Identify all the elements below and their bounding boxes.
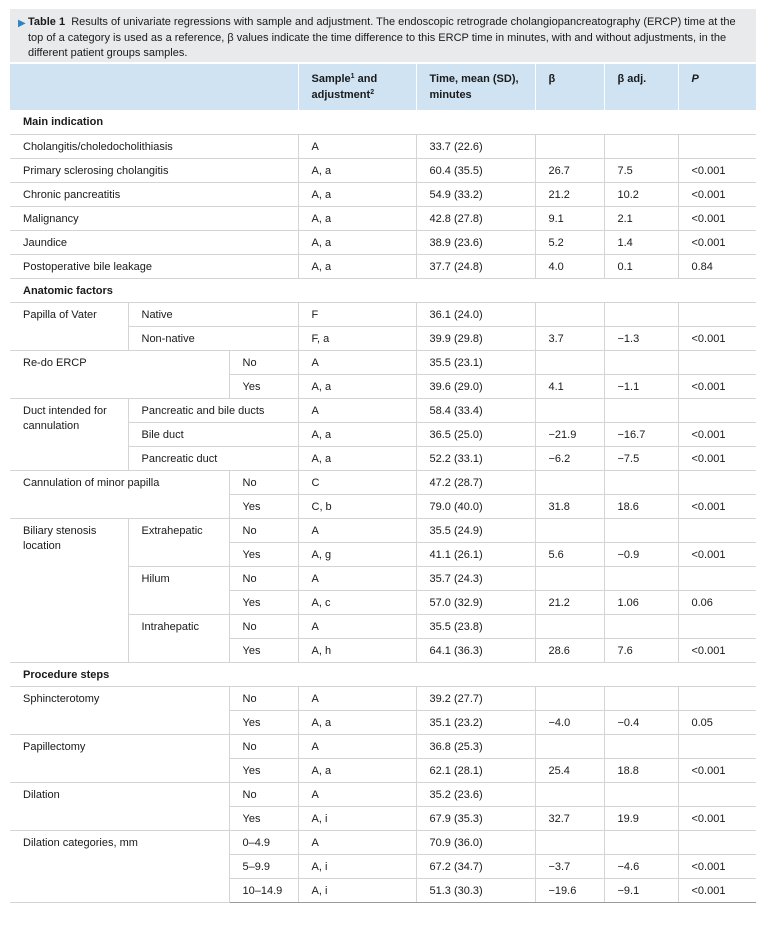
p-cell: <0.001 [678, 422, 756, 446]
table-body [10, 110, 756, 902]
sample-cell: A, a [298, 230, 416, 254]
p-cell: <0.001 [678, 878, 756, 902]
triangle-icon: ▶ [18, 18, 26, 29]
p-cell [678, 518, 756, 542]
p-cell: <0.001 [678, 206, 756, 230]
sample-cell: A, a [298, 182, 416, 206]
table-row [10, 398, 756, 422]
table-row [10, 518, 756, 542]
beta-cell: 25.4 [535, 758, 604, 782]
p-cell [678, 566, 756, 590]
beta-cell: 28.6 [535, 638, 604, 662]
p-cell: <0.001 [678, 542, 756, 566]
beta-cell: 9.1 [535, 206, 604, 230]
beta-cell [535, 614, 604, 638]
section-row [10, 278, 756, 302]
beta-cell: −19.6 [535, 878, 604, 902]
beta-cell: 5.6 [535, 542, 604, 566]
group-label: Duct intended for cannulation [10, 398, 128, 470]
p-cell [678, 350, 756, 374]
beta-cell: 32.7 [535, 806, 604, 830]
table-row [10, 158, 756, 182]
row-label: Chronic pancreatitis [10, 182, 298, 206]
sub-label: Bile duct [128, 422, 298, 446]
sample-cell: A, h [298, 638, 416, 662]
level-label: No [229, 782, 298, 806]
header-sample: Sample$^1$ and adjustment$^2$ [298, 64, 416, 110]
beta-adj-cell: −1.1 [604, 374, 678, 398]
beta-cell: −4.0 [535, 710, 604, 734]
beta-adj-cell [604, 686, 678, 710]
level-label: Yes [229, 710, 298, 734]
header-row [10, 64, 756, 110]
time-cell: 39.6 (29.0) [416, 374, 535, 398]
table-row [10, 206, 756, 230]
header-beta: β [535, 64, 604, 110]
level-label: Yes [229, 542, 298, 566]
sample-cell: A [298, 782, 416, 806]
row-label: Jaundice [10, 230, 298, 254]
table-row [10, 734, 756, 758]
beta-cell [535, 350, 604, 374]
sample-cell: A, a [298, 158, 416, 182]
beta-cell [535, 518, 604, 542]
section-title: Anatomic factors [10, 278, 756, 302]
sample-cell: C, b [298, 494, 416, 518]
time-cell: 42.8 (27.8) [416, 206, 535, 230]
section-title: Main indication [10, 110, 756, 134]
time-cell: 36.8 (25.3) [416, 734, 535, 758]
beta-adj-cell: −16.7 [604, 422, 678, 446]
time-cell: 35.5 (23.1) [416, 350, 535, 374]
beta-adj-cell: 0.1 [604, 254, 678, 278]
beta-adj-cell: 18.6 [604, 494, 678, 518]
p-cell: <0.001 [678, 374, 756, 398]
sample-cell: A, a [298, 374, 416, 398]
table-row [10, 470, 756, 494]
time-cell: 36.1 (24.0) [416, 302, 535, 326]
p-cell: <0.001 [678, 758, 756, 782]
beta-adj-cell [604, 782, 678, 806]
p-cell: <0.001 [678, 806, 756, 830]
beta-adj-cell: 19.9 [604, 806, 678, 830]
sample-cell: A [298, 134, 416, 158]
sample-cell: A [298, 734, 416, 758]
table-row [10, 782, 756, 806]
beta-cell [535, 398, 604, 422]
header-beta-adj: β adj. [604, 64, 678, 110]
beta-cell [535, 566, 604, 590]
beta-adj-cell [604, 566, 678, 590]
level-label: No [229, 686, 298, 710]
p-cell [678, 734, 756, 758]
time-cell: 41.1 (26.1) [416, 542, 535, 566]
group-label: Sphincterotomy [10, 686, 229, 734]
caption-text: Results of univariate regressions with sample and adjustment. The endoscopic retrograde cholangiopancreatography (ERCP) time at the top of a category is used as a reference, β values indicate the time difference to this ERCP time in minutes, with and without adjustments, in the different patient groups samples. [28, 16, 736, 59]
sub-label: Extrahepatic [128, 518, 229, 566]
p-cell [678, 830, 756, 854]
level-label: No [229, 350, 298, 374]
time-cell: 39.2 (27.7) [416, 686, 535, 710]
p-cell: <0.001 [678, 230, 756, 254]
p-cell: <0.001 [678, 326, 756, 350]
time-cell: 51.3 (30.3) [416, 878, 535, 902]
sample-cell: A [298, 350, 416, 374]
beta-adj-cell: 1.06 [604, 590, 678, 614]
beta-cell: 3.7 [535, 326, 604, 350]
beta-cell: 21.2 [535, 590, 604, 614]
section-row [10, 662, 756, 686]
beta-adj-cell: −7.5 [604, 446, 678, 470]
beta-adj-cell: −1.3 [604, 326, 678, 350]
row-label: Cholangitis/choledocholithiasis [10, 134, 298, 158]
sample-cell: F [298, 302, 416, 326]
sample-cell: F, a [298, 326, 416, 350]
beta-adj-cell: 18.8 [604, 758, 678, 782]
beta-adj-cell [604, 614, 678, 638]
sample-cell: A, i [298, 854, 416, 878]
p-cell [678, 134, 756, 158]
beta-cell: 26.7 [535, 158, 604, 182]
table-row [10, 830, 756, 854]
sample-cell: A, a [298, 254, 416, 278]
group-label: Dilation categories, mm [10, 830, 229, 902]
beta-adj-cell: 10.2 [604, 182, 678, 206]
beta-cell [535, 686, 604, 710]
level-label: 5–9.9 [229, 854, 298, 878]
sub-label: Native [128, 302, 298, 326]
time-cell: 38.9 (23.6) [416, 230, 535, 254]
beta-cell [535, 734, 604, 758]
beta-adj-cell: 7.5 [604, 158, 678, 182]
time-cell: 39.9 (29.8) [416, 326, 535, 350]
p-cell: <0.001 [678, 854, 756, 878]
level-label: Yes [229, 494, 298, 518]
level-label: Yes [229, 638, 298, 662]
time-cell: 79.0 (40.0) [416, 494, 535, 518]
sample-cell: A [298, 566, 416, 590]
table-label: Table 1 [28, 16, 66, 28]
table-row [10, 230, 756, 254]
beta-adj-cell: −0.9 [604, 542, 678, 566]
results-table [10, 64, 756, 903]
table-row [10, 686, 756, 710]
beta-adj-cell: −0.4 [604, 710, 678, 734]
beta-adj-cell: 2.1 [604, 206, 678, 230]
time-cell: 52.2 (33.1) [416, 446, 535, 470]
time-cell: 35.7 (24.3) [416, 566, 535, 590]
p-cell [678, 302, 756, 326]
level-label: No [229, 734, 298, 758]
time-cell: 70.9 (36.0) [416, 830, 535, 854]
level-label: Yes [229, 806, 298, 830]
p-cell: <0.001 [678, 158, 756, 182]
header-time: Time, mean (SD), minutes [416, 64, 535, 110]
sample-cell: A [298, 830, 416, 854]
beta-cell: 4.0 [535, 254, 604, 278]
sample-cell: A, a [298, 446, 416, 470]
time-cell: 60.4 (35.5) [416, 158, 535, 182]
section-title: Procedure steps [10, 662, 756, 686]
p-cell: 0.06 [678, 590, 756, 614]
beta-adj-cell [604, 302, 678, 326]
level-label: Yes [229, 758, 298, 782]
level-label: Yes [229, 590, 298, 614]
beta-cell: −21.9 [535, 422, 604, 446]
time-cell: 62.1 (28.1) [416, 758, 535, 782]
row-label: Malignancy [10, 206, 298, 230]
p-cell [678, 614, 756, 638]
beta-adj-cell: 7.6 [604, 638, 678, 662]
beta-cell [535, 830, 604, 854]
group-label: Cannulation of minor papilla [10, 470, 229, 518]
sample-cell: C [298, 470, 416, 494]
sample-cell: A, a [298, 206, 416, 230]
beta-cell [535, 782, 604, 806]
time-cell: 58.4 (33.4) [416, 398, 535, 422]
level-label: Yes [229, 374, 298, 398]
group-label: Papilla of Vater [10, 302, 128, 350]
sample-cell: A, i [298, 806, 416, 830]
p-cell: 0.84 [678, 254, 756, 278]
p-cell [678, 398, 756, 422]
beta-cell [535, 302, 604, 326]
table-row [10, 350, 756, 374]
time-cell: 35.5 (24.9) [416, 518, 535, 542]
level-label: No [229, 614, 298, 638]
header-blank [10, 64, 298, 110]
time-cell: 35.5 (23.8) [416, 614, 535, 638]
time-cell: 33.7 (22.6) [416, 134, 535, 158]
level-label: No [229, 470, 298, 494]
sample-cell: A, a [298, 758, 416, 782]
sample-cell: A, g [298, 542, 416, 566]
level-label: 10–14.9 [229, 878, 298, 902]
table-caption [10, 9, 756, 62]
p-cell: <0.001 [678, 446, 756, 470]
beta-cell: 5.2 [535, 230, 604, 254]
beta-adj-cell [604, 470, 678, 494]
beta-cell: 4.1 [535, 374, 604, 398]
beta-adj-cell [604, 830, 678, 854]
p-cell: <0.001 [678, 638, 756, 662]
time-cell: 35.1 (23.2) [416, 710, 535, 734]
time-cell: 35.2 (23.6) [416, 782, 535, 806]
table-row [10, 182, 756, 206]
group-label: Biliary stenosis location [10, 518, 128, 662]
header-p: P [678, 64, 756, 110]
beta-adj-cell: 1.4 [604, 230, 678, 254]
time-cell: 37.7 (24.8) [416, 254, 535, 278]
group-label: Dilation [10, 782, 229, 830]
beta-adj-cell [604, 398, 678, 422]
time-cell: 64.1 (36.3) [416, 638, 535, 662]
level-label: 0–4.9 [229, 830, 298, 854]
sample-cell: A, a [298, 422, 416, 446]
p-cell [678, 686, 756, 710]
level-label: No [229, 566, 298, 590]
time-cell: 67.2 (34.7) [416, 854, 535, 878]
table-row [10, 254, 756, 278]
beta-adj-cell [604, 350, 678, 374]
row-label: Primary sclerosing cholangitis [10, 158, 298, 182]
sub-label: Non-native [128, 326, 298, 350]
time-cell: 54.9 (33.2) [416, 182, 535, 206]
table-row [10, 134, 756, 158]
row-label: Postoperative bile leakage [10, 254, 298, 278]
sub-label: Intrahepatic [128, 614, 229, 662]
time-cell: 47.2 (28.7) [416, 470, 535, 494]
sample-cell: A [298, 398, 416, 422]
p-cell: 0.05 [678, 710, 756, 734]
p-cell: <0.001 [678, 494, 756, 518]
time-cell: 57.0 (32.9) [416, 590, 535, 614]
time-cell: 36.5 (25.0) [416, 422, 535, 446]
table-row [10, 302, 756, 326]
beta-cell: −3.7 [535, 854, 604, 878]
sample-cell: A [298, 614, 416, 638]
beta-adj-cell: −4.6 [604, 854, 678, 878]
sub-label: Pancreatic duct [128, 446, 298, 470]
beta-adj-cell [604, 734, 678, 758]
p-cell [678, 470, 756, 494]
sample-cell: A, i [298, 878, 416, 902]
group-label: Re-do ERCP [10, 350, 229, 398]
p-cell [678, 782, 756, 806]
beta-cell [535, 470, 604, 494]
sample-cell: A [298, 518, 416, 542]
section-row [10, 110, 756, 134]
sub-label: Hilum [128, 566, 229, 614]
sub-label: Pancreatic and bile ducts [128, 398, 298, 422]
beta-adj-cell [604, 134, 678, 158]
beta-cell: 31.8 [535, 494, 604, 518]
beta-cell [535, 134, 604, 158]
sample-cell: A [298, 686, 416, 710]
beta-cell: 21.2 [535, 182, 604, 206]
level-label: No [229, 518, 298, 542]
group-label: Papillectomy [10, 734, 229, 782]
sample-cell: A, c [298, 590, 416, 614]
beta-adj-cell [604, 518, 678, 542]
p-cell: <0.001 [678, 182, 756, 206]
beta-cell: −6.2 [535, 446, 604, 470]
time-cell: 67.9 (35.3) [416, 806, 535, 830]
sample-cell: A, a [298, 710, 416, 734]
beta-adj-cell: −9.1 [604, 878, 678, 902]
